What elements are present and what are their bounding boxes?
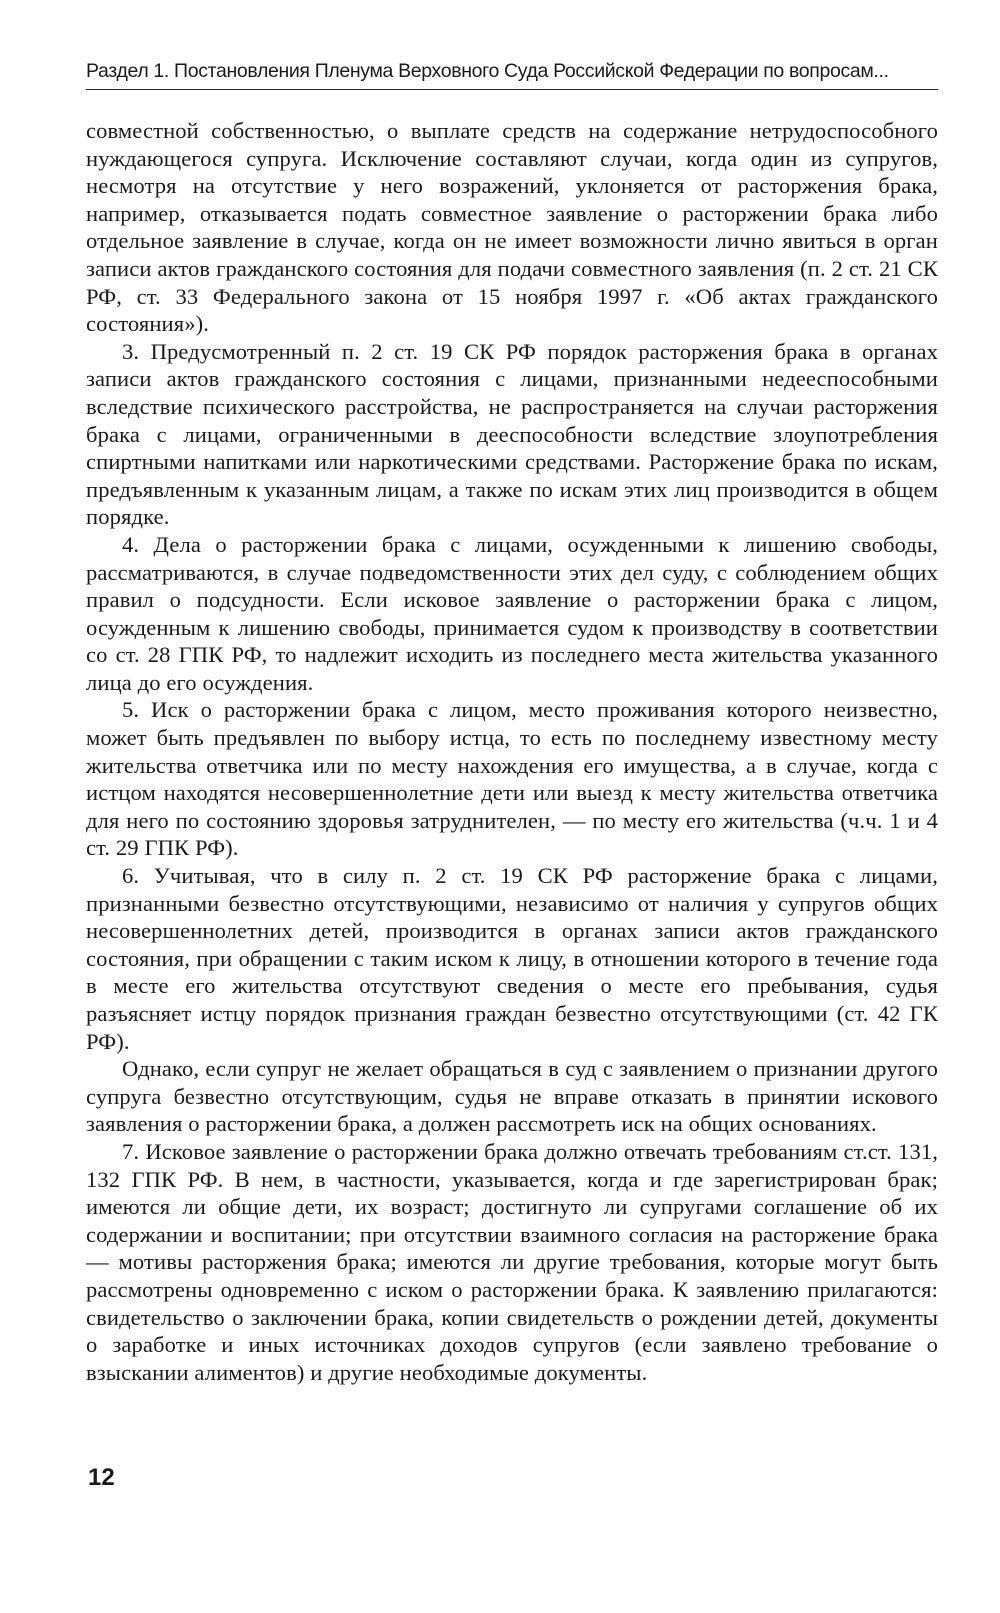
running-header: Раздел 1. Постановления Пленума Верховного Суда Российской Федерации по вопросам...: [86, 58, 938, 90]
paragraph-item-3: 3. Предусмотренный п. 2 ст. 19 СК РФ порядок расторжения брака в органах записи актов гражданского состояния с лицами, признанными недееспособными вследствие психического расстройства, не распространяется на случаи расторжения брака с лицами, ограниченными в дееспособности вследствие злоупотребления спиртными напитками или наркотическими средствами. Расторжение брака по искам, предъявленным к указанным лицам, а также по искам этих лиц производится в общем порядке.: [86, 338, 938, 530]
paragraph-however: Однако, если супруг не желает обращаться в суд с заявлением о признании другого супруга безвестно отсутствующим, судья не вправе отказать в принятии искового заявления о расторжении брака, а должен рассмотреть иск на общих основаниях.: [86, 1056, 938, 1137]
body-text: [86, 117, 938, 1386]
document-page: [86, 58, 938, 1386]
page-number: 12: [88, 1464, 115, 1491]
paragraph-item-7: 7. Исковое заявление о расторжении брака должно отвечать требованиям ст.ст. 131, 132 ГПК РФ. В нем, в частности, указывается, когда и где зарегистрирован брак; имеются ли общие дети, их возраст; достигнуто ли супругами соглашение об их содержании и воспитании; при отсутствии взаимного согласия на расторжение брака — мотивы расторжения брака; имеются ли другие требования, которые могут быть рассмотрены одновременно с иском о расторжении брака. К заявлению прилагаются: свидетельство о заключении брака, копии свидетельств о рождении детей, документы о заработке и иных источниках доходов супругов (если заявлено требование о взыскании алиментов) и другие необходимые документы.: [86, 1138, 938, 1385]
paragraph-item-4: 4. Дела о расторжении брака с лицами, осужденными к лишению свободы, рассматриваются, в случае подведомственности этих дел суду, с соблюдением общих правил о подсудности. Если исковое заявление о расторжении брака с лицом, осужденным к лишению свободы, принимается судом к производству в соответствии со ст. 28 ГПК РФ, то надлежит исходить из последнего места жительства указанного лица до его осуждения.: [86, 531, 938, 695]
paragraph-item-5: 5. Иск о расторжении брака с лицом, место проживания которого неизвестно, может быть предъявлен по выбору истца, то есть по последнему известному месту жительства ответчика или по месту нахождения его имущества, а в случае, когда с истцом находятся несовершеннолетние дети или выезд к месту жительства ответчика для него по состоянию здоровья затруднителен, — по месту его жительства (ч.ч. 1 и 4 ст. 29 ГПК РФ).: [86, 697, 938, 861]
paragraph-continued: совместной собственностью, о выплате средств на содержание нетрудоспособного нуждающегося супруга. Исключение составляют случаи, когда один из супругов, несмотря на отсутствие у него возражений, уклоняется от расторжения брака, например, отказывается подать совместное заявление о расторжении брака либо отдельное заявление в случае, когда он не имеет возможности лично явиться в орган записи актов гражданского состояния для подачи совместного заявления (п. 2 ст. 21 СК РФ, ст. 33 Федерального закона от 15 ноября 1997 г. «Об актах гражданского состояния»).: [86, 118, 938, 337]
paragraph-item-6: 6. Учитывая, что в силу п. 2 ст. 19 СК РФ расторжение брака с лицами, признанными безвестно отсутствующими, независимо от наличия у супругов общих несовершеннолетних детей, производится в органах записи актов гражданского состояния, при обращении с таким иском к лицу, в отношении которого в течение года в месте его жительства отсутствуют сведения о месте его пребывания, судья разъясняет истцу порядок признания граждан безвестно отсутствующими (ст. 42 ГК РФ).: [86, 863, 938, 1054]
